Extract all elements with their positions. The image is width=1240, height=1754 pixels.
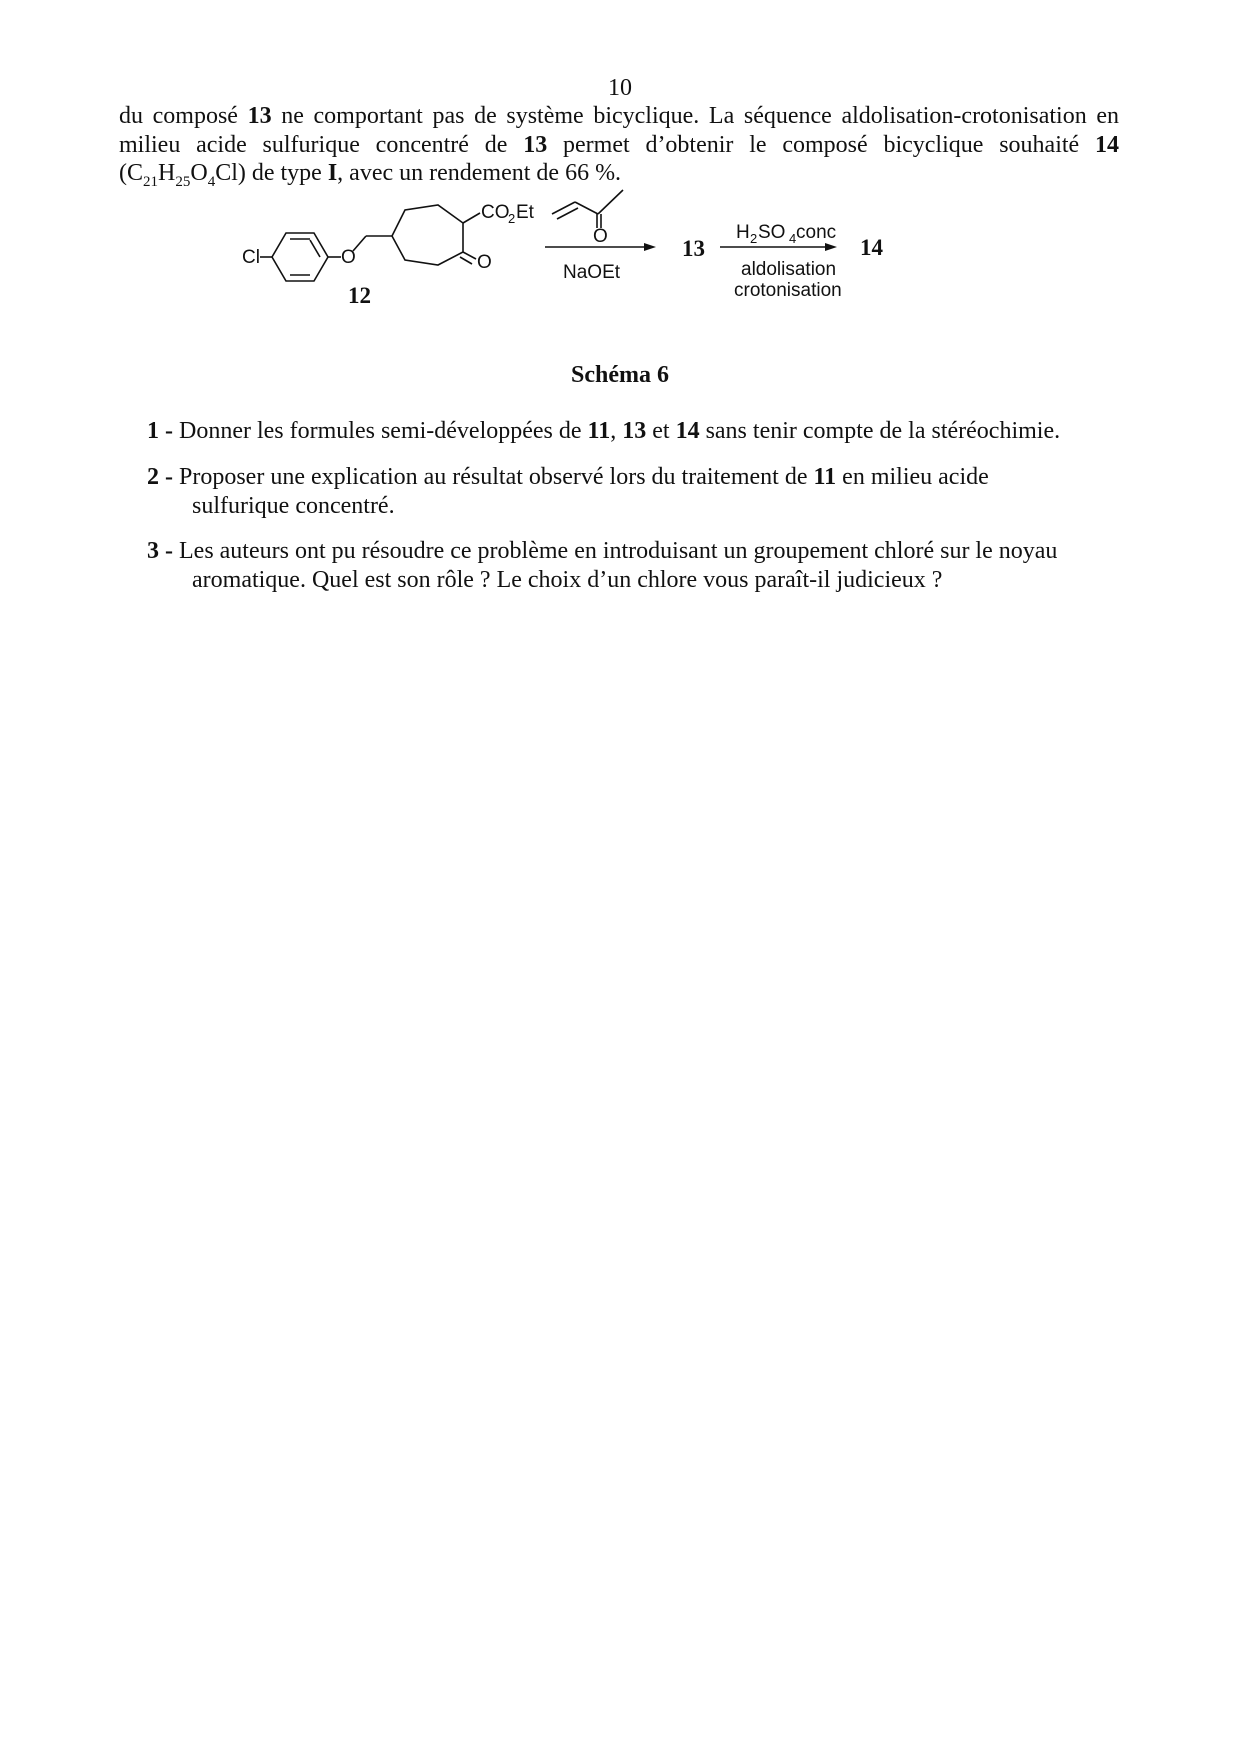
question-number: 1 -: [147, 418, 173, 444]
question-2: [147, 463, 1119, 520]
compound-12-label: 12: [348, 283, 371, 308]
question-text: Donner les formules semi-développées de: [173, 418, 588, 444]
scheme-caption: Schéma 6: [571, 362, 669, 388]
compound-ref: 13: [523, 131, 548, 158]
question-text: sans tenir compte de la stéréochimie.: [699, 418, 1061, 444]
question-continuation: aromatique. Quel est son rôle ? Le choix d’un chlore vous paraît-il judicieux ?: [192, 566, 943, 593]
para-text: H: [158, 160, 176, 186]
question-text: Proposer une explication au résultat observé lors du traitement de: [173, 464, 814, 490]
para-text: O: [190, 160, 208, 186]
question-text: ,: [610, 418, 623, 444]
page-number: 10: [608, 75, 632, 101]
compound-12-structure: [260, 205, 480, 281]
compound-ref: 14: [1095, 131, 1119, 158]
acid-subscript-2: 2: [750, 231, 758, 246]
para-text: , avec un rendement de 66 %.: [337, 160, 622, 186]
acid-conc: conc: [796, 222, 837, 243]
ester-label-subscript: 2: [508, 211, 516, 226]
reaction-arrow-1-head: [644, 243, 656, 251]
compound-ref: 11: [813, 464, 837, 490]
question-3: [147, 537, 1119, 594]
ester-label-co: CO: [481, 202, 510, 223]
reaction-scheme: [240, 200, 1000, 350]
ester-label-et: Et: [516, 202, 534, 223]
question-text: et: [646, 418, 676, 444]
compound-ref: 13: [247, 103, 272, 129]
intro-paragraph: [119, 102, 1119, 196]
para-text: ne comportant pas de système bicyclique. La séquence aldolisation-crotonisation en milieu acide sulfurique concentré de: [119, 103, 1120, 158]
question-text: Les auteurs ont pu résoudre ce problème en introduisant un groupement chloré sur le noyau: [173, 538, 1058, 564]
question-number: 3 -: [147, 538, 173, 564]
mvk-oxygen-label: O: [593, 226, 608, 247]
ether-oxygen-label: O: [341, 247, 356, 268]
question-text: en milieu acide: [836, 464, 989, 490]
chlorine-label: Cl: [242, 247, 260, 268]
reaction-arrow-2-head: [825, 243, 837, 251]
scheme-drawing: [240, 200, 1000, 350]
compound-ref: 11: [587, 418, 611, 444]
compound-ref: 14: [675, 418, 700, 444]
compound-13-label: 13: [682, 236, 705, 261]
formula-subscript: 21: [143, 173, 158, 190]
formula-subscript: 4: [207, 173, 216, 190]
step-croton-label: crotonisation: [734, 280, 842, 301]
acid-so: SO: [758, 222, 786, 243]
para-text: permet d’obtenir le composé bicyclique souhaité: [547, 131, 1095, 158]
compound-ref: 13: [622, 418, 647, 444]
formula-subscript: 25: [175, 173, 191, 190]
question-number: 2 -: [147, 464, 173, 490]
step-aldol-label: aldolisation: [741, 259, 837, 280]
compound-14-label: 14: [860, 235, 883, 260]
ketone-oxygen-label: O: [477, 252, 492, 273]
base-label: NaOEt: [563, 262, 621, 283]
acid-subscript-4: 4: [789, 231, 797, 246]
question-continuation: sulfurique concentré.: [192, 492, 395, 519]
question-1: [147, 417, 1119, 446]
para-text: Cl) de type: [215, 160, 328, 186]
acid-h: H: [736, 222, 750, 243]
para-text: (C: [119, 160, 143, 186]
type-ref: I: [327, 160, 338, 186]
para-text: du composé: [119, 103, 248, 129]
